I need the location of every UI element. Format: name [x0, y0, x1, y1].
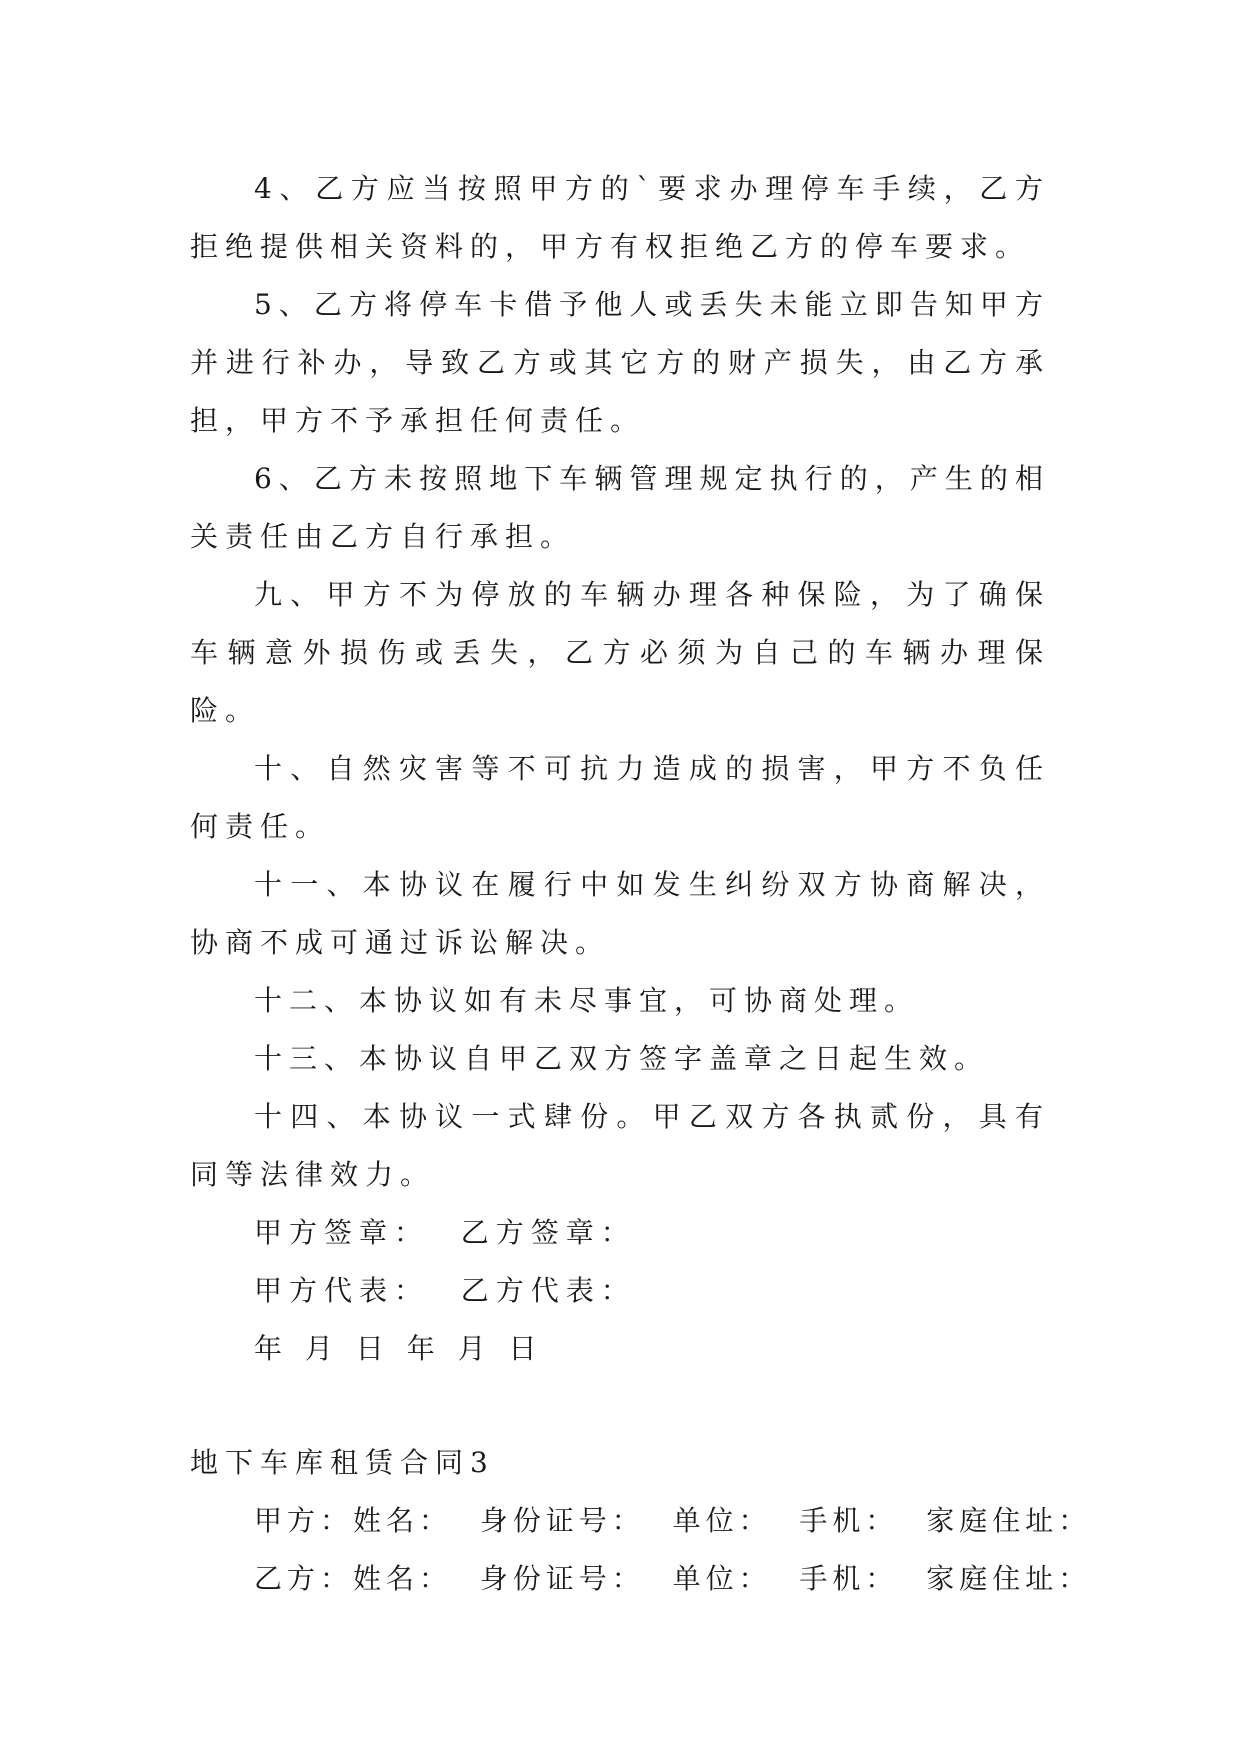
party-a-info-line: 甲方：姓名： 身份证号： 单位： 手机： 家庭住址：: [254, 1504, 1092, 1537]
clause-12: 十二、本协议如有未尽事宜，可协商处理。: [254, 984, 920, 1017]
signature-date-line: 年 月 日 年 月 日: [254, 1332, 544, 1365]
clause-5: 5、乙方将停车卡借予他人或丢失未能立即告知甲方并进行补办，导致乙方或其它方的财产损失，由乙方承担，甲方不予承担任何责任。: [190, 288, 1050, 437]
clause-11: 十一、本协议在履行中如发生纠纷双方协商解决，协商不成可通过诉讼解决。: [190, 868, 1050, 959]
signature-representative-line: 甲方代表： 乙方代表：: [254, 1274, 636, 1307]
signature-seal-line: 甲方签章： 乙方签章：: [254, 1216, 636, 1249]
clause-4: 4、乙方应当按照甲方的`要求办理停车手续，乙方拒绝提供相关资料的，甲方有权拒绝乙方的停车要求。: [190, 172, 1050, 263]
clause-10: 十、自然灾害等不可抗力造成的损害，甲方不负任何责任。: [190, 752, 1050, 843]
clause-6: 6、乙方未按照地下车辆管理规定执行的，产生的相关责任由乙方自行承担。: [190, 462, 1050, 553]
party-b-info-line: 乙方：姓名： 身份证号： 单位： 手机： 家庭住址：: [254, 1562, 1092, 1595]
clause-9: 九、甲方不为停放的车辆办理各种保险，为了确保车辆意外损伤或丢失，乙方必须为自己的车辆办理保险。: [190, 578, 1050, 727]
document-body: [190, 160, 1092, 1608]
section-title: 地下车库租赁合同3: [190, 1446, 495, 1479]
clause-13: 十三、本协议自甲乙双方签字盖章之日起生效。: [254, 1042, 990, 1075]
clause-14: 十四、本协议一式肆份。甲乙双方各执贰份，具有同等法律效力。: [190, 1100, 1050, 1191]
